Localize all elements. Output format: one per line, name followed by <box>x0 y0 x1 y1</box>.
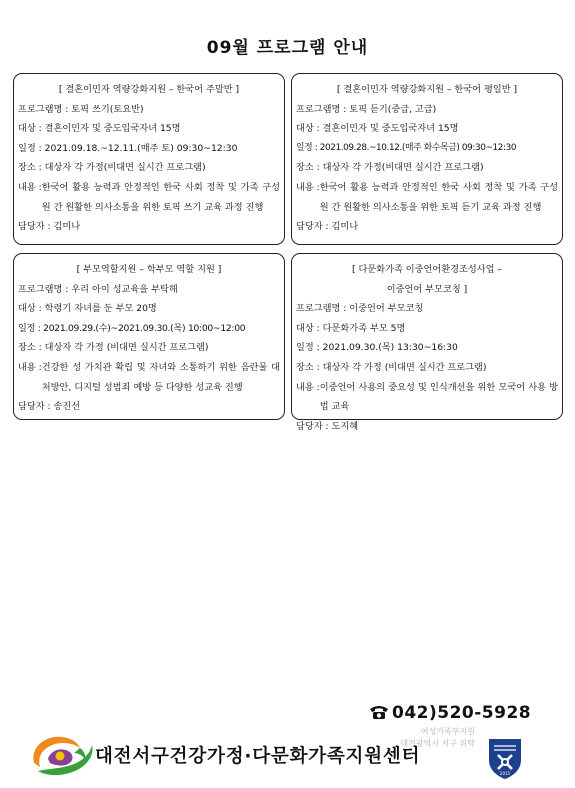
phone-text: 042)520-5928 <box>392 703 532 723</box>
content-label: 내용 : <box>296 181 320 193</box>
program-name: 프로그램명 : 이중언어 부모코칭 <box>296 303 424 315</box>
watermark-line1: 여성가족부지원 <box>420 727 475 736</box>
center-logo <box>28 733 96 779</box>
content-text: 한국어 활용 능력과 안정적인 한국 사회 정착 및 가족 구성원 간 원활한 의사소통을 위한 토픽 듣기 교육 과정 진행 <box>319 181 558 213</box>
content-label: 내용 : <box>296 381 320 393</box>
manager: 담당자 : 김미나 <box>18 221 81 233</box>
card-header: [ 다문화가족 이중언어환경조성사업 – <box>351 264 503 275</box>
content <box>18 358 280 397</box>
manager: 담당자 : 송진선 <box>18 401 81 413</box>
place: 장소 : 대상자 각 가정 (비대면 실시간 프로그램) <box>18 342 209 354</box>
content-text: 건강한 성 가치관 확립 및 자녀와 소통하기 위한 음란물 대처방안, 디지털 성범죄 예방 등 다양한 성교육 진행 <box>41 361 280 393</box>
content-label: 내용 : <box>18 181 42 193</box>
content-text: 이중언어 사용의 중요성 및 인식개선을 위한 모국어 사용 방법 교육 <box>319 381 558 413</box>
card-header: [ 부모역할지원 – 학부모 역할 지원 ] <box>76 264 222 275</box>
content <box>18 178 280 217</box>
program-card-korean-weekday <box>291 73 563 245</box>
manager: 담당자 : 도지혜 <box>296 420 359 432</box>
content <box>296 378 558 417</box>
program-card-parent-role <box>13 253 285 420</box>
emblem-shield <box>486 736 524 780</box>
program-name: 프로그램명 : 토픽 쓰기(토요반) <box>18 103 144 115</box>
card-header: [ 결혼이민자 역량강화지원 – 한국어 주말반 ] <box>58 84 240 95</box>
card-header: [ 결혼이민자 역량강화지원 – 한국어 평일반 ] <box>336 84 518 95</box>
target: 대상 : 다문화가족 부모 5명 <box>296 322 406 334</box>
target: 대상 : 결혼이민자 및 중도입국자녀 15명 <box>296 123 459 135</box>
schedule: 일정 : 2021.09.29.(수)~2021.09.30.(목) 10:00~12:00 <box>18 322 246 334</box>
schedule: 일정 : 2021.09.28.~10.12.(매주 화수목금) 09:30~12:30 <box>296 142 517 153</box>
place: 장소 : 대상자 각 가정(비대면 실시간 프로그램) <box>18 162 206 174</box>
target: 대상 : 학령기 자녀를 둔 부모 20명 <box>18 303 157 315</box>
program-card-bilingual <box>291 253 563 432</box>
manager: 담당자 : 김미나 <box>296 221 359 233</box>
phone-number <box>368 703 531 723</box>
emblem-year: 2015 <box>499 771 511 776</box>
program-card-korean-weekend <box>13 73 285 245</box>
telephone-icon <box>368 704 390 720</box>
program-name: 프로그램명 : 우리 아이 성교육을 부탁해 <box>18 283 178 295</box>
content-label: 내용 : <box>18 361 42 373</box>
schedule: 일정 : 2021.09.30.(목) 13:30~16:30 <box>296 342 458 354</box>
content <box>296 178 558 217</box>
target: 대상 : 결혼이민자 및 중도입국자녀 15명 <box>18 123 181 135</box>
schedule: 일정 : 2021.09.18.~12.11.(매주 토) 09:30~12:30 <box>18 142 238 154</box>
watermark-line2: 대전광역시 서구 위탁 <box>400 739 475 748</box>
place: 장소 : 대상자 각 가정(비대면 실시간 프로그램) <box>296 162 484 174</box>
place: 장소 : 대상자 각 가정 (비대면 실시간 프로그램) <box>296 361 487 373</box>
page-title: 09월 프로그램 안내 <box>206 38 369 58</box>
program-name: 프로그램명 : 토픽 듣기(중급, 고급) <box>296 103 437 115</box>
card-header-line2: 이중언어 부모코칭 ] <box>386 283 468 295</box>
content-text: 한국어 활용 능력과 안정적인 한국 사회 정착 및 가족 구성원 간 원활한 의사소통을 위한 토픽 쓰기 교육 과정 진행 <box>41 181 280 213</box>
center-name: 대전서구건강가정·다문화가족지원센터 <box>95 746 421 767</box>
